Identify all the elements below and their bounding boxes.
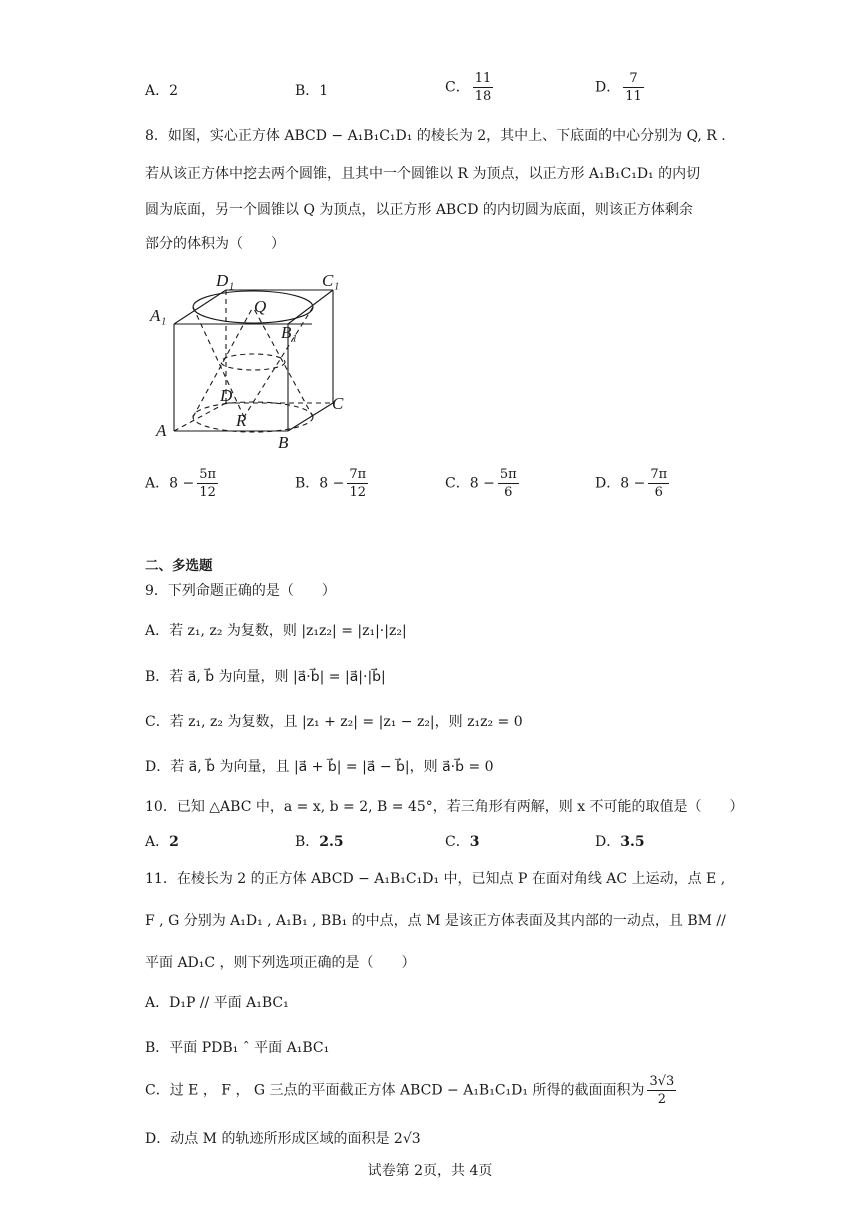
q8-line-2: 若从该正方体中挖去两个圆锥，且其中一个圆锥以 R 为顶点，以正方形 A₁B₁C₁D₁ 的内切 xyxy=(145,166,701,182)
q11-line-3: 平面 AD₁C ，则下列选项正确的是（ ） xyxy=(145,955,416,971)
option-fraction xyxy=(473,70,494,105)
option-label: D． xyxy=(595,834,621,850)
q9-option-a: A．若 z₁, z₂ 为复数，则 |z₁z₂| = |z₁|·|z₂| xyxy=(145,623,407,639)
top-inscribed-circle xyxy=(193,291,313,323)
option-label: A． xyxy=(145,475,170,492)
denominator: 11 xyxy=(625,89,642,104)
numerator: 11 xyxy=(474,71,492,86)
numerator: 5π xyxy=(499,467,517,482)
edge-a1-d1 xyxy=(174,290,226,324)
label-a1: A₁ xyxy=(150,306,167,325)
denominator: 12 xyxy=(349,485,367,500)
denominator: 2 xyxy=(657,1092,666,1107)
numerator: 7π xyxy=(650,467,668,482)
q8-option-d xyxy=(595,466,669,501)
bottom-inscribed-circle xyxy=(193,402,313,432)
q8-line-1: 8．如图，实心正方体 ABCD − A₁B₁C₁D₁ 的棱长为 2，其中上、下底面的中心分别为 Q, R . xyxy=(145,128,726,144)
option-value: 2 xyxy=(169,83,179,99)
q9-stem: 9．下列命题正确的是（ ） xyxy=(145,583,336,599)
option-fraction xyxy=(647,1073,676,1108)
label-q: Q xyxy=(254,297,267,316)
denominator: 12 xyxy=(199,485,216,500)
q10-stem: 10．已知 △ABC 中，a = x, b = 2, B = 45°，若三角形有两解，则 x 不可能的取值是（ ） xyxy=(145,799,744,815)
label-c: C xyxy=(332,394,344,413)
q8-option-b xyxy=(295,466,368,501)
option-label: C． xyxy=(445,834,470,850)
option-label: A． xyxy=(145,834,170,850)
label-a: A xyxy=(156,421,167,440)
q8-option-a xyxy=(145,466,218,501)
q8-line-4: 部分的体积为（ ） xyxy=(145,236,285,252)
option-label: A． xyxy=(145,83,170,99)
q9-option-c: C．若 z₁, z₂ 为复数，且 |z₁ + z₂| = |z₁ − z₂|，则 z₁z₂ = 0 xyxy=(145,714,523,730)
option-label: B． xyxy=(295,834,320,850)
option-label: B． xyxy=(295,83,320,99)
q11-line-1: 11．在棱长为 2 的正方体 ABCD − A₁B₁C₁D₁ 中，已知点 P 在面对角线 AC 上运动，点 E , xyxy=(145,871,726,887)
label-b1: B₁ xyxy=(281,323,298,342)
label-c1: C₁ xyxy=(322,271,340,290)
q7-option-c xyxy=(445,70,493,105)
option-fraction xyxy=(648,466,669,501)
numerator: 3√3 xyxy=(649,1074,675,1089)
edge-c-b xyxy=(288,403,333,431)
option-label: C． xyxy=(445,475,470,492)
option-prefix: 8 − xyxy=(169,475,195,492)
option-value: 2.5 xyxy=(319,834,344,850)
page-footer: 试卷第 2页，共 4页 xyxy=(367,1163,493,1179)
option-value: 1 xyxy=(319,83,329,99)
q11-option-a: A．D₁P // 平面 A₁BC₁ xyxy=(145,995,289,1011)
q10-option-c xyxy=(445,831,479,851)
option-label: D． xyxy=(595,79,621,96)
q11-line-2: F , G 分别为 A₁D₁ , A₁B₁ , BB₁ 的中点，点 M 是该正方体表面及其内部的一动点，且 BM // xyxy=(145,913,726,929)
label-d: D xyxy=(220,386,233,405)
numerator: 7 xyxy=(623,70,644,88)
denominator: 6 xyxy=(654,485,663,500)
option-label: B． xyxy=(295,475,320,492)
q7-option-d xyxy=(595,70,644,105)
q10-option-b xyxy=(295,831,344,851)
hidden-edge-a-d xyxy=(174,403,226,431)
q11-option-c xyxy=(145,1073,676,1108)
q9-option-d: D．若 a⃗, b⃗ 为向量，且 |a⃗ + b⃗| = |a⃗ − b⃗|，则 a⃗·b⃗ = 0 xyxy=(145,759,494,775)
q7-option-a xyxy=(145,80,178,100)
label-b: B xyxy=(278,433,289,452)
option-prefix: 8 − xyxy=(319,475,345,492)
option-value: 2 xyxy=(169,834,179,850)
option-fraction xyxy=(498,466,519,501)
option-fraction xyxy=(623,70,644,105)
option-prefix: 8 − xyxy=(620,475,646,492)
option-text: C．过 E ， F ， G 三点的平面截正方体 ABCD − A₁B₁C₁D₁ 所得的截面面积为 xyxy=(145,1082,645,1099)
option-fraction xyxy=(347,466,368,501)
option-fraction xyxy=(197,466,218,501)
q11-option-d: D．动点 M 的轨迹所形成区域的面积是 2√3 xyxy=(145,1131,421,1147)
option-label: C． xyxy=(445,79,470,96)
q8-line-3: 圆为底面，另一个圆锥以 Q 为顶点，以正方形 ABCD 的内切圆为底面，则该正方体剩余 xyxy=(145,202,693,218)
q7-option-b xyxy=(295,80,328,100)
q11-option-b: B．平面 PDB₁ ˆ 平面 A₁BC₁ xyxy=(145,1040,330,1056)
denominator: 18 xyxy=(474,89,492,104)
numerator: 5π xyxy=(199,467,217,482)
q10-option-a xyxy=(145,831,179,851)
q10-option-d xyxy=(595,831,645,851)
cube-cone-figure xyxy=(140,268,360,454)
label-r: R xyxy=(236,411,247,430)
option-prefix: 8 − xyxy=(469,475,495,492)
q8-option-c xyxy=(445,466,519,501)
middle-intersection-circle xyxy=(221,354,285,370)
label-d1: D₁ xyxy=(216,271,235,290)
option-value: 3 xyxy=(469,834,480,850)
denominator: 6 xyxy=(504,485,513,500)
section-title: 二、多选题 xyxy=(145,558,213,574)
q9-option-b: B．若 a⃗, b⃗ 为向量，则 |a⃗·b⃗| = |a⃗|·|b⃗| xyxy=(145,669,386,685)
option-label: D． xyxy=(595,475,621,492)
option-value: 3.5 xyxy=(620,834,645,850)
numerator: 7π xyxy=(349,467,367,482)
